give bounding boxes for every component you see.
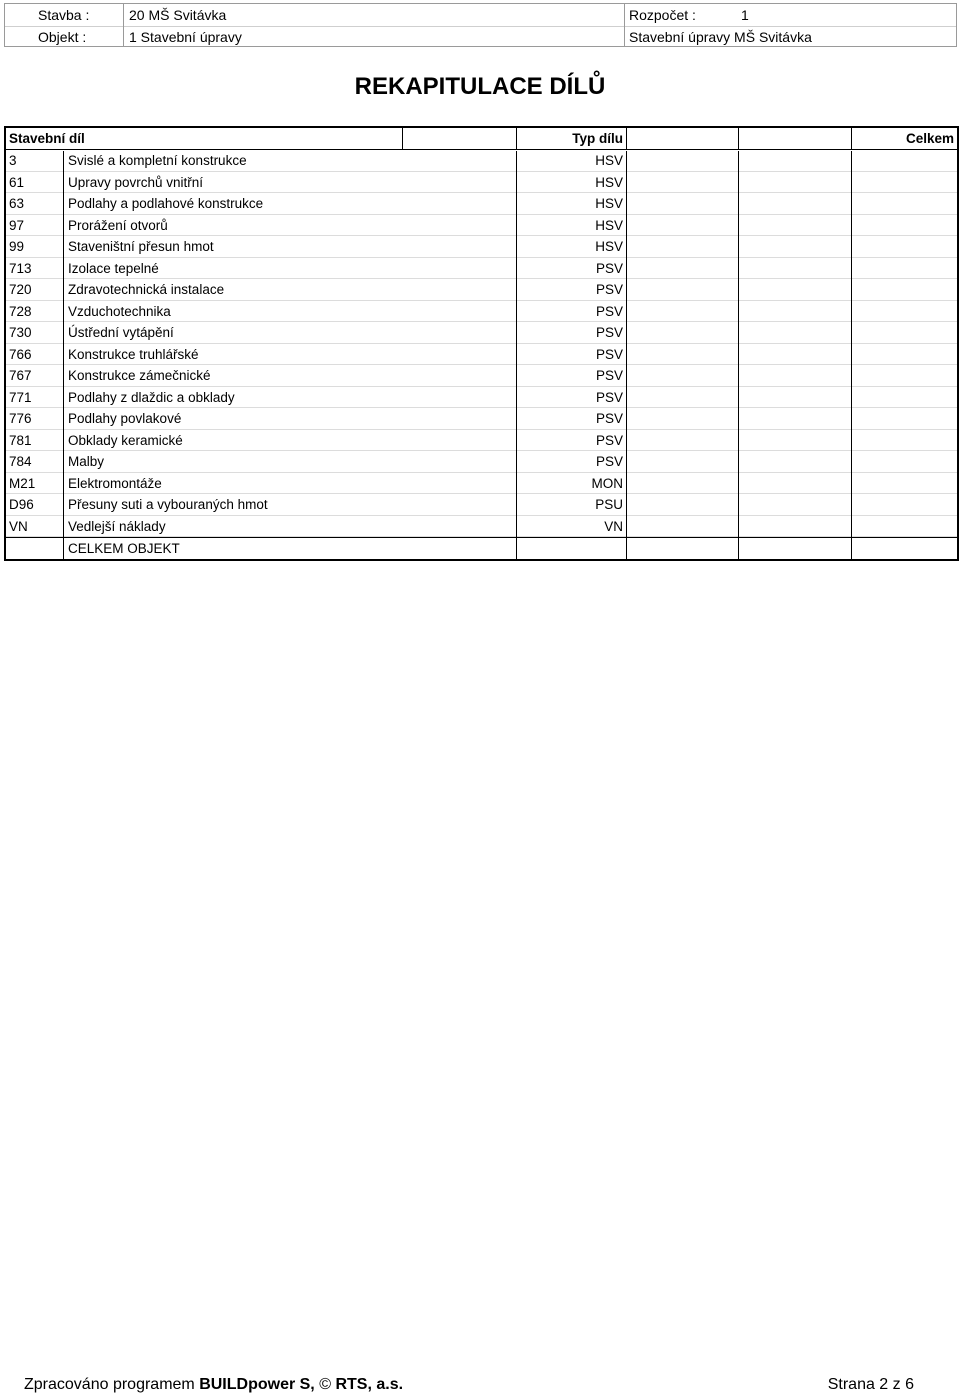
objekt-value: 1 Stavební úpravy [129, 29, 242, 45]
objekt-description: Stavební úpravy MŠ Svitávka [629, 29, 812, 45]
rozpocet-value: 1 [741, 7, 749, 23]
table-row [6, 279, 957, 301]
column-divider [63, 151, 64, 559]
table-row [6, 258, 957, 280]
footer-program-text: Zpracováno programem [24, 1376, 200, 1393]
row-type: VN [604, 518, 623, 534]
objekt-label: Objekt : [38, 29, 87, 45]
row-name: Obklady keramické [68, 432, 183, 448]
row-code: 784 [9, 454, 32, 469]
table-row [6, 193, 957, 215]
row-name: Konstrukce truhlářské [68, 346, 199, 362]
row-type: HSV [595, 196, 623, 211]
row-type: HSV [595, 217, 623, 233]
row-type: PSV [595, 411, 623, 426]
row-code: 776 [9, 411, 32, 426]
row-type: HSV [595, 239, 623, 254]
copyright-icon: © [319, 1376, 331, 1393]
table-body [6, 150, 957, 537]
column-divider [851, 151, 852, 559]
row-type: PSV [595, 389, 623, 405]
row-name: Konstrukce zámečnické [68, 368, 211, 383]
row-name: Zdravotechnická instalace [68, 282, 225, 297]
row-name: Staveništní přesun hmot [68, 239, 214, 254]
table-row [6, 430, 957, 452]
row-type: PSV [595, 454, 623, 469]
table-row [6, 473, 957, 495]
table-row [6, 494, 957, 516]
table-row [6, 215, 957, 237]
table-header-row [6, 128, 957, 150]
row-code: 771 [9, 389, 32, 405]
recap-table [4, 126, 959, 561]
document-header [4, 3, 957, 47]
row-type: PSV [595, 368, 623, 383]
page-number: Strana 2 z 6 [827, 1376, 914, 1393]
row-type: PSV [595, 260, 623, 276]
row-code: 97 [9, 217, 25, 233]
row-name: Podlahy a podlahové konstrukce [68, 196, 264, 211]
column-header-stavebni-dil: Stavební díl [9, 131, 85, 146]
table-row [6, 236, 957, 258]
row-code: 781 [9, 432, 32, 448]
rozpocet-label: Rozpočet : [629, 7, 696, 23]
row-type: PSV [595, 432, 623, 448]
table-row [6, 301, 957, 323]
row-code: 767 [9, 368, 32, 383]
row-name: Upravy povrchů vnitřní [68, 174, 204, 190]
table-row [6, 150, 957, 172]
total-label: CELKEM OBJEKT [68, 541, 180, 556]
footer-program-name: BUILDpower S, [199, 1376, 315, 1393]
row-name: Podlahy povlakové [68, 411, 182, 426]
row-name: Izolace tepelné [68, 260, 159, 276]
header-divider [123, 4, 124, 46]
column-divider [516, 151, 517, 559]
row-type: PSV [595, 303, 623, 319]
header-divider [516, 128, 517, 149]
header-divider [624, 4, 625, 46]
row-type: PSV [595, 346, 623, 362]
table-row [6, 408, 957, 430]
row-type: PSU [595, 497, 623, 512]
row-name: Prorážení otvorů [68, 217, 168, 233]
row-name: Vzduchotechnika [68, 303, 171, 319]
row-type: PSV [595, 282, 623, 297]
row-code: 713 [9, 260, 32, 276]
column-divider [738, 151, 739, 559]
row-type: HSV [595, 174, 623, 190]
row-name: Vedlejší náklady [68, 518, 166, 534]
footer-credit [24, 1376, 403, 1394]
column-header-typ-dilu: Typ dílu [572, 131, 623, 146]
row-name: Malby [68, 454, 105, 469]
row-type: HSV [595, 153, 623, 168]
header-divider [851, 128, 852, 149]
row-type: MON [591, 475, 623, 491]
table-row [6, 365, 957, 387]
row-name: Přesuny suti a vybouraných hmot [68, 497, 268, 512]
header-divider [738, 128, 739, 149]
stavba-value: 20 MŠ Svitávka [129, 7, 227, 23]
row-code: M21 [9, 475, 36, 491]
header-divider [402, 128, 403, 149]
row-name: Svislé a kompletní konstrukce [68, 153, 247, 168]
table-row [6, 516, 957, 538]
row-code: 766 [9, 346, 32, 362]
row-name: Elektromontáže [68, 475, 162, 491]
table-row [6, 387, 957, 409]
table-row [6, 344, 957, 366]
row-type: PSV [595, 325, 623, 340]
page-title: REKAPITULACE DÍLŮ [354, 73, 606, 100]
row-code: 63 [9, 196, 25, 211]
row-code: 3 [9, 153, 17, 168]
total-row [6, 537, 957, 559]
table-row [6, 172, 957, 194]
row-name: Podlahy z dlaždic a obklady [68, 389, 235, 405]
header-divider [626, 128, 627, 149]
row-code: VN [9, 518, 28, 534]
stavba-label: Stavba : [38, 7, 90, 23]
row-code: 61 [9, 174, 25, 190]
column-divider [626, 151, 627, 559]
row-code: 99 [9, 239, 25, 254]
table-row [6, 451, 957, 473]
row-code: D96 [9, 497, 34, 512]
footer-company: RTS, a.s. [335, 1376, 404, 1393]
row-name: Ústřední vytápění [68, 325, 174, 340]
table-row [6, 322, 957, 344]
row-code: 730 [9, 325, 32, 340]
row-code: 728 [9, 303, 32, 319]
row-code: 720 [9, 282, 32, 297]
column-header-celkem: Celkem [905, 131, 954, 146]
